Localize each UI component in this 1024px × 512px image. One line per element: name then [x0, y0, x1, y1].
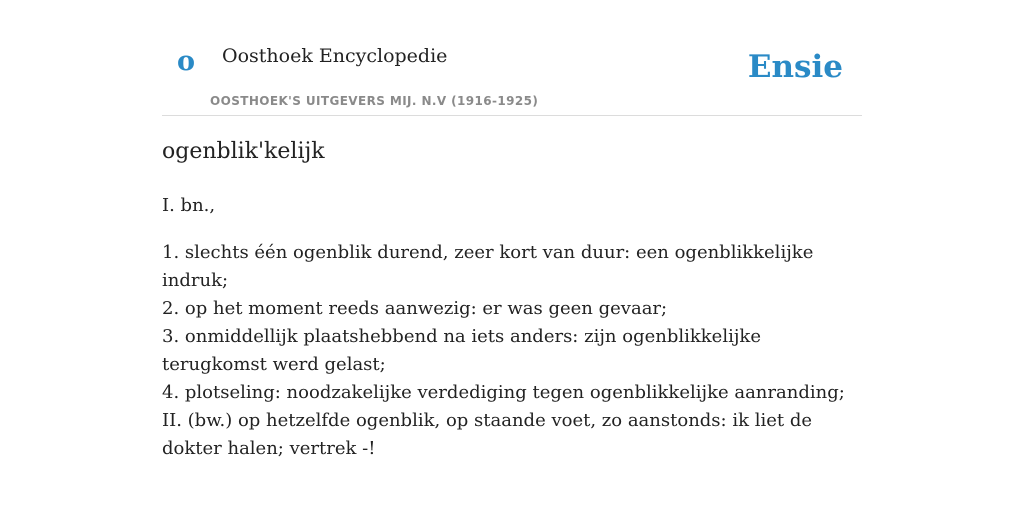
part-of-speech: I. bn.,: [162, 195, 216, 216]
sense-item: 1. slechts één ogenblik durend, zeer kort van duur: een ogenblikkelijke indruk;: [162, 242, 814, 291]
sense-item: 2. op het moment reeds aanwezig: er was geen gevaar;: [162, 298, 668, 319]
entry-headword: ogenblik'kelijk: [162, 139, 325, 164]
sense-item: 4. plotseling: noodzakelijke verdediging tegen ogenblikkelijke aanranding;: [162, 382, 845, 403]
entry-part-two: II. (bw.) op hetzelfde ogenblik, op staande voet, zo aanstonds: ik liet de dokter halen; vertrek -!: [162, 410, 813, 459]
site-header: [162, 0, 862, 116]
content-container: [162, 0, 862, 459]
sense-list: [162, 239, 862, 407]
site-title[interactable]: Oosthoek Encyclopedie: [222, 45, 448, 67]
publisher-line: OOSTHOEK'S UITGEVERS MIJ. N.V (1916-1925): [210, 94, 539, 108]
sense-item: 3. onmiddellijk plaatshebbend na iets anders: zijn ogenblikkelijke terugkomst werd gelast;: [162, 326, 761, 375]
brand-logo[interactable]: Ensie: [747, 49, 843, 85]
logo-mark[interactable]: o: [177, 46, 196, 77]
